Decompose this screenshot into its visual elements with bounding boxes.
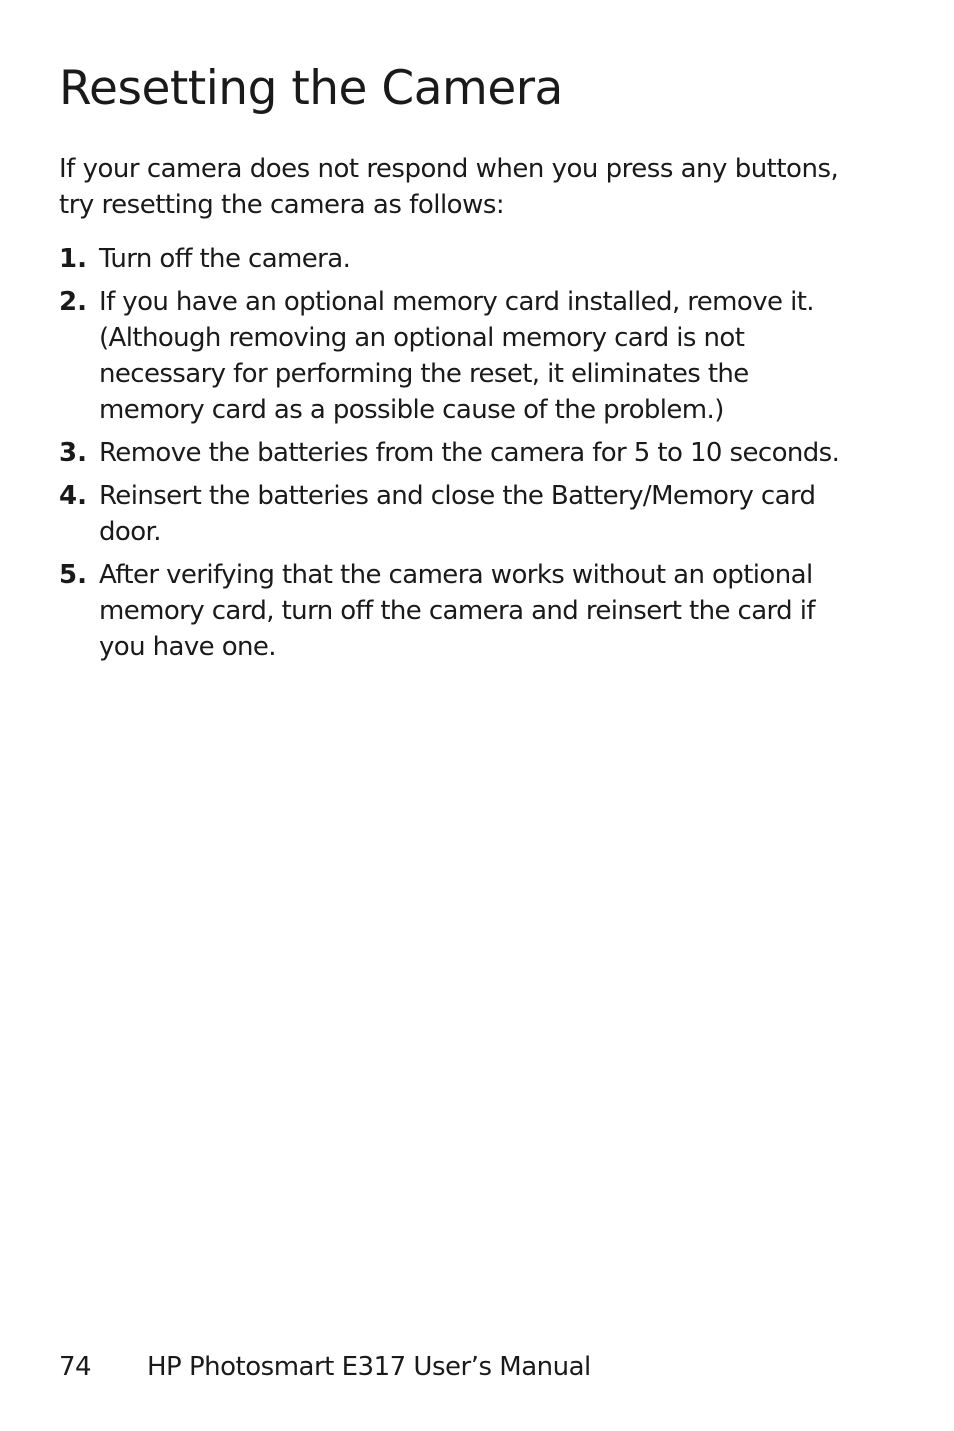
list-item — [59, 435, 849, 471]
intro-paragraph: If your camera does not respond when you press any buttons, try resetting the camera as follows: — [59, 154, 839, 220]
list-item — [59, 241, 849, 277]
page-title: Resetting the Camera — [59, 61, 563, 116]
step-text: Reinsert the batteries and close the Battery/Memory card door. — [99, 481, 816, 547]
step-number: 3. — [59, 438, 87, 468]
page-number: 74 — [59, 1352, 92, 1382]
step-number: 1. — [59, 244, 87, 274]
list-item — [59, 557, 849, 665]
step-text: After verifying that the camera works without an optional memory card, turn off the camera and reinsert the card if you have one. — [99, 560, 815, 662]
manual-title: HP Photosmart E317 User’s Manual — [147, 1352, 591, 1382]
step-text: Remove the batteries from the camera for 5 to 10 seconds. — [99, 438, 840, 468]
step-text: If you have an optional memory card installed, remove it. (Although removing an optional memory card is not necessary for performing the reset, it eliminates the memory card as a possible cause of the problem.) — [99, 287, 814, 425]
step-text: Turn off the camera. — [99, 244, 351, 274]
step-number: 4. — [59, 481, 87, 511]
list-item — [59, 478, 849, 550]
step-number: 2. — [59, 287, 87, 317]
list-item — [59, 284, 849, 428]
step-number: 5. — [59, 560, 87, 590]
reset-steps-list — [59, 241, 849, 672]
page-footer — [59, 1349, 591, 1385]
